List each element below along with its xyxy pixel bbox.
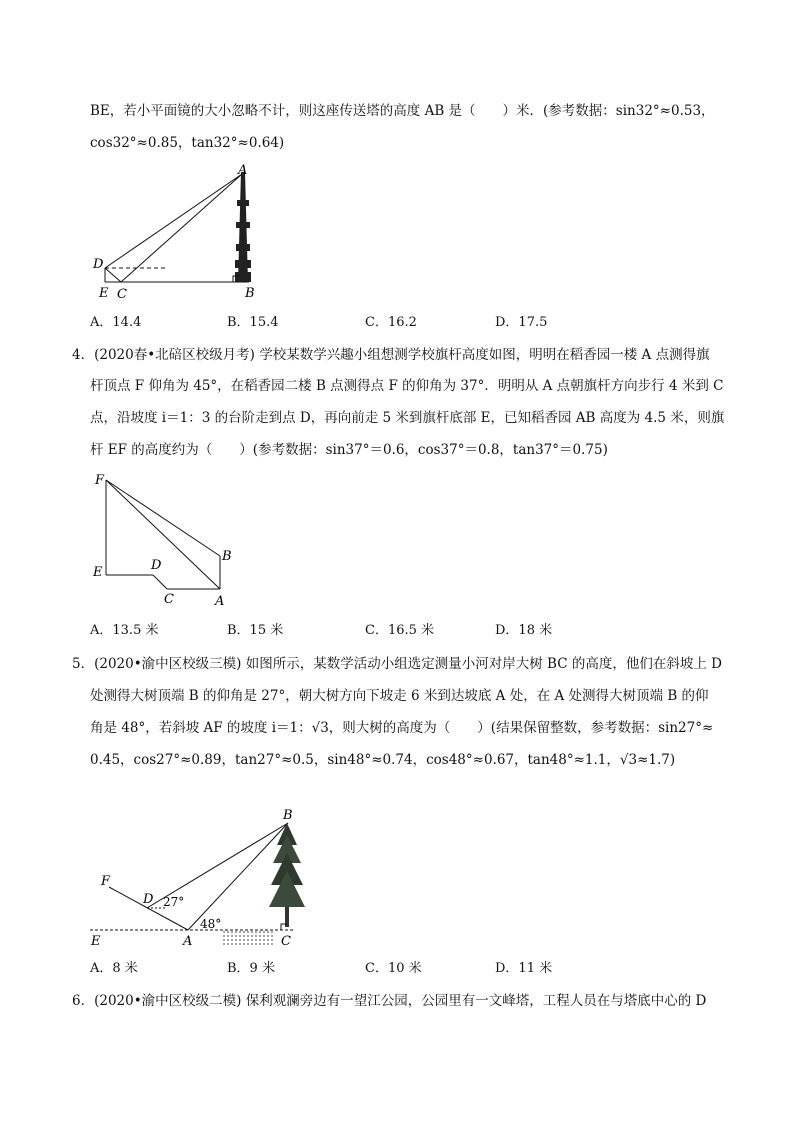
- segment-dc: [153, 575, 167, 589]
- label-b: B: [245, 286, 255, 301]
- q4-text-line-2: 杆顶点 F 仰角为 45°，在稻香园二楼 B 点测得点 F 的仰角为 37°．明明从 A 点朝旗杆方向步行 4 米到 C: [90, 378, 724, 394]
- sight-line-ab: [188, 823, 288, 930]
- label-e: E: [91, 934, 101, 949]
- q3-text-line-2: cos32°≈0.85，tan32°≈0.64): [90, 135, 285, 151]
- label-f: F: [101, 874, 111, 889]
- river-hatch: [223, 932, 275, 944]
- label-f: F: [95, 473, 105, 488]
- q5-text-line-3: 角是 48°，若斜坡 AF 的坡度 i＝1：√3，则大树的高度为（ ）(结果保留整数，参考数据：sin27°≈: [90, 720, 714, 736]
- segment-ca: [121, 174, 242, 282]
- q4-text-line-3: 点，沿坡度 i＝1：3 的台阶走到点 D，再向前走 5 米到旗杆底部 E，已知稻香园 AB 高度为 4.5 米，则旗: [90, 410, 725, 426]
- q4-text-line-1: 4．(2020春•北碚区校级月考) 学校某数学兴趣小组想测学校旗杆高度如图，明明在稻香园一楼 A 点测得旗: [72, 347, 710, 363]
- label-c: C: [117, 287, 127, 302]
- label-b: B: [283, 808, 293, 823]
- label-b: B: [222, 549, 232, 564]
- q4-option-d[interactable]: D．18 米: [495, 623, 553, 638]
- q3-option-d[interactable]: D．17.5: [495, 315, 548, 330]
- q3-option-b[interactable]: B．15.4: [227, 315, 279, 330]
- label-a: A: [238, 163, 248, 178]
- label-d: D: [151, 558, 162, 573]
- angle-label-48: 48°: [200, 917, 222, 931]
- label-e: E: [93, 565, 103, 580]
- q5-option-c[interactable]: C．10 米: [365, 961, 422, 976]
- q5-options: [90, 960, 710, 978]
- segment-dc: [105, 268, 121, 282]
- q4-options: [90, 622, 710, 640]
- q4-text-line-4: 杆 EF 的高度约为（ ）(参考数据：sin37°＝0.6，cos37°＝0.8，tan37°＝0.75): [90, 442, 608, 458]
- q4-option-b[interactable]: B．15 米: [227, 623, 284, 638]
- label-a: A: [183, 934, 193, 949]
- tree-icon: [269, 823, 305, 927]
- q6-text-line-1: 6．(2020•渝中区校级二模) 保利观澜旁边有一望江公园，公园里有一文峰塔，工程人员在与塔底中心的 D: [72, 993, 707, 1009]
- angle-label-27: 27°: [163, 895, 185, 909]
- q5-option-b[interactable]: B．9 米: [227, 961, 275, 976]
- q5-text-line-4: 0.45，cos27°≈0.89，tan27°≈0.5，sin48°≈0.74，cos48°≈0.67，tan48°≈1.1，√3≈1.7): [90, 752, 676, 768]
- q4-figure: [85, 468, 255, 613]
- q3-figure: [85, 160, 275, 305]
- q3-option-a[interactable]: A．14.4: [90, 315, 142, 330]
- q4-option-a[interactable]: A．13.5 米: [90, 623, 159, 638]
- q5-figure: [85, 805, 315, 955]
- q5-text-line-1: 5．(2020•渝中区校级三模) 如图所示，某数学活动小组选定测量小河对岸大树 BC 的高度，他们在斜坡上 D: [72, 656, 722, 672]
- label-e: E: [99, 286, 109, 301]
- q5-option-d[interactable]: D．11 米: [495, 961, 553, 976]
- label-c: C: [281, 934, 291, 949]
- segment-fa: [106, 480, 220, 589]
- q4-option-c[interactable]: C．16.5 米: [365, 623, 435, 638]
- label-c: C: [164, 592, 174, 607]
- label-d: D: [93, 257, 104, 272]
- label-d: D: [143, 892, 154, 907]
- segment-da: [105, 174, 242, 268]
- q3-option-c[interactable]: C．16.2: [365, 315, 417, 330]
- label-a: A: [215, 594, 225, 609]
- tower-icon: [235, 172, 251, 282]
- q5-text-line-2: 处测得大树顶端 B 的仰角是 27°，朝大树方向下坡走 6 米到达坡底 A 处，在 A 处测得大树顶端 B 的仰: [90, 688, 709, 704]
- q5-option-a[interactable]: A．8 米: [90, 961, 138, 976]
- q3-options: [90, 314, 710, 332]
- q3-text-line-1: BE，若小平面镜的大小忽略不计，则这座传送塔的高度 AB 是（ ）米．(参考数据：sin32°≈0.53，: [90, 103, 715, 119]
- segment-fb: [106, 480, 220, 556]
